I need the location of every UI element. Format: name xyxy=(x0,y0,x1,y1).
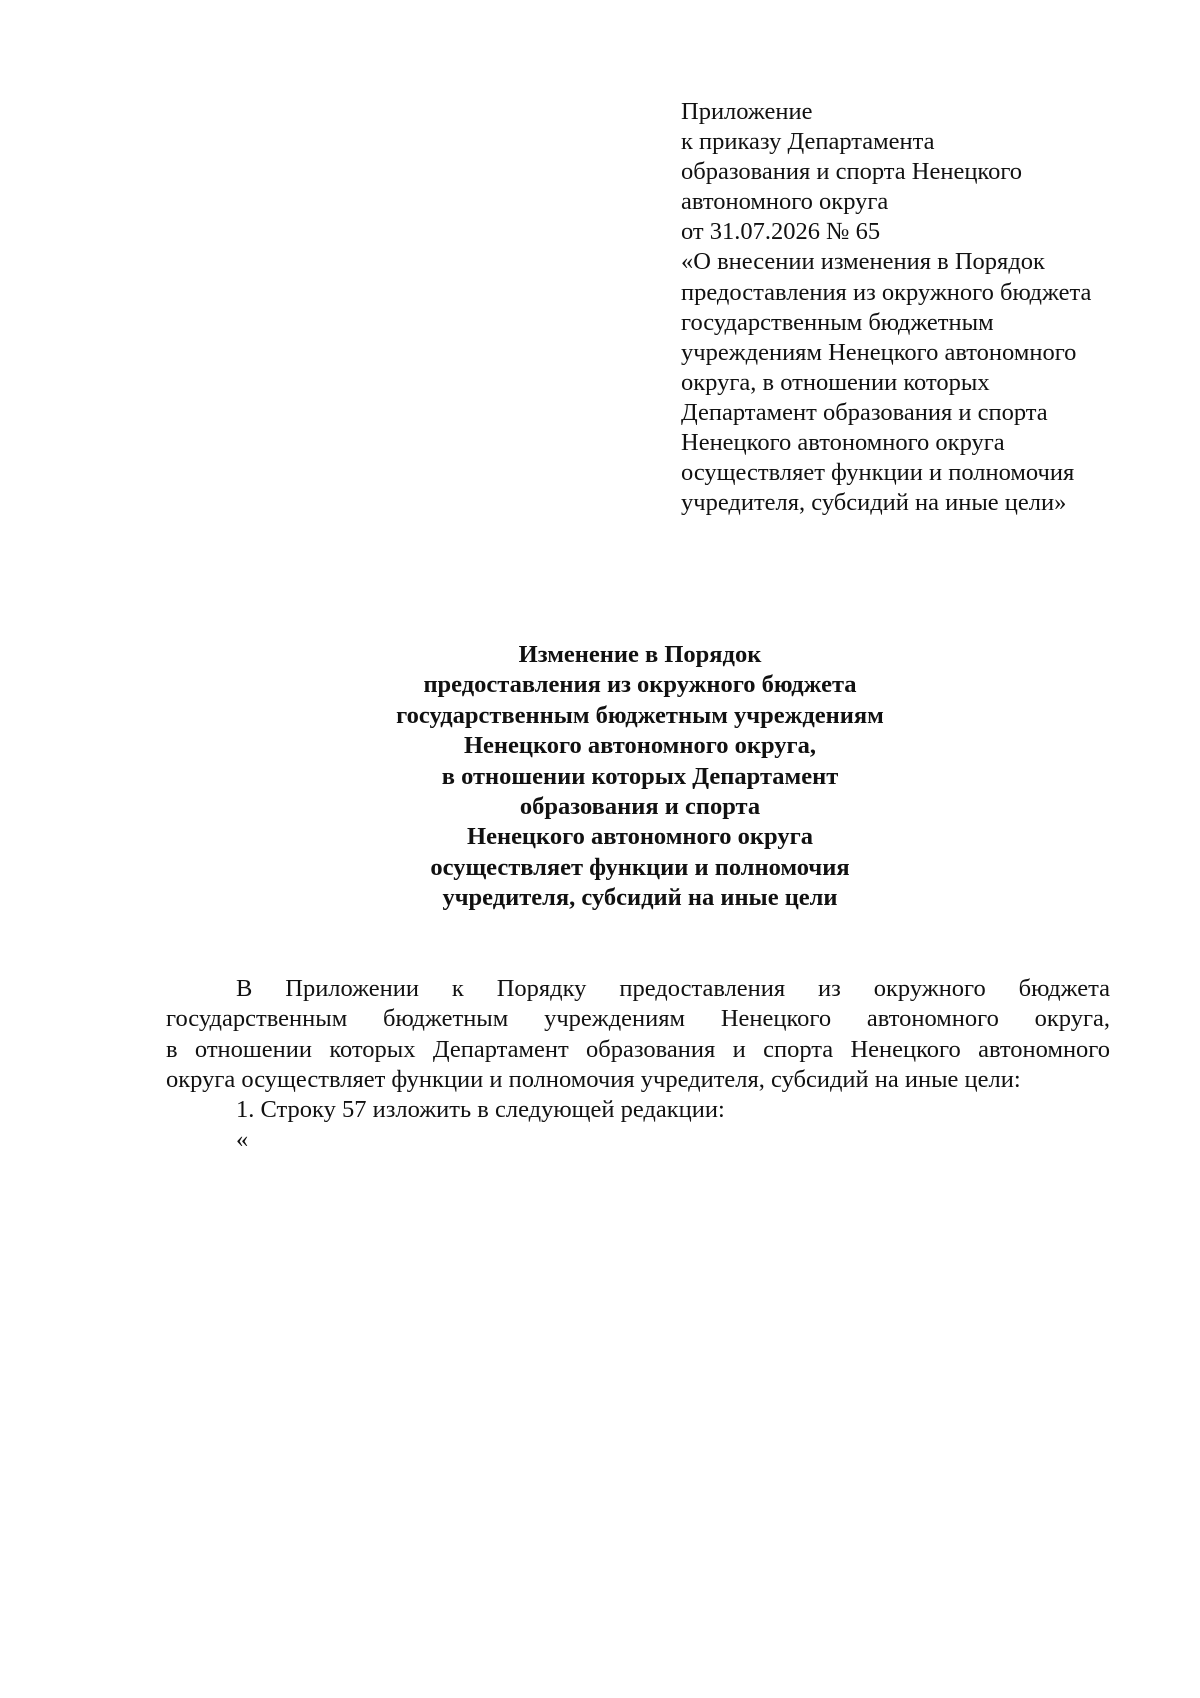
appendix-line: государственным бюджетным xyxy=(681,308,994,336)
appendix-line: Департамент образования и спорта xyxy=(681,398,1048,426)
title-line: Ненецкого автономного округа, xyxy=(463,732,817,760)
list-item: 1. Строку 57 изложить в следующей редакции: xyxy=(236,1096,725,1124)
appendix-line: от 31.07.2026 № 65 xyxy=(681,218,881,246)
document-body xyxy=(166,974,1110,1156)
appendix-line: образования и спорта Ненецкого xyxy=(681,158,1023,186)
appendix-line: Приложение xyxy=(681,98,813,125)
appendix-line: «О внесении изменения в Порядок xyxy=(681,248,1045,276)
appendix-line: автономного округа xyxy=(681,188,889,216)
title-line: в отношении которых Департамент xyxy=(441,762,839,790)
opening-quote: « xyxy=(236,1126,249,1154)
appendix-line: учредителя, субсидий на иные цели» xyxy=(681,489,1067,517)
appendix-line: осуществляет функции и полномочия xyxy=(681,459,1075,487)
paragraph-line: в отношении которых Департамент образования и спорта Ненецкого автономного xyxy=(166,1035,1110,1063)
title-line: государственным бюджетным учреждениям xyxy=(396,701,884,729)
paragraph-line: государственным бюджетным учреждениям Ненецкого автономного округа, xyxy=(166,1005,1110,1033)
title-line: предоставления из окружного бюджета xyxy=(423,671,857,699)
paragraph-line: В Приложении к Порядку предоставления из окружного бюджета xyxy=(236,975,1110,1002)
title-line: осуществляет функции и полномочия xyxy=(430,853,850,881)
title-line: Изменение в Порядок xyxy=(518,641,762,668)
appendix-header xyxy=(681,97,1181,518)
appendix-line: округа, в отношении которых xyxy=(681,368,990,396)
paragraph-line: округа осуществляет функции и полномочия учредителя, субсидий на иные цели: xyxy=(166,1065,1021,1093)
document-title xyxy=(200,640,1080,914)
appendix-line: к приказу Департамента xyxy=(681,128,935,156)
title-line: образования и спорта xyxy=(519,793,761,821)
appendix-line: учреждениям Ненецкого автономного xyxy=(681,338,1077,366)
appendix-line: Ненецкого автономного округа xyxy=(681,429,1005,457)
title-line: учредителя, субсидий на иные цели xyxy=(442,884,838,912)
appendix-line: предоставления из окружного бюджета xyxy=(681,278,1092,306)
title-line: Ненецкого автономного округа xyxy=(467,823,813,851)
